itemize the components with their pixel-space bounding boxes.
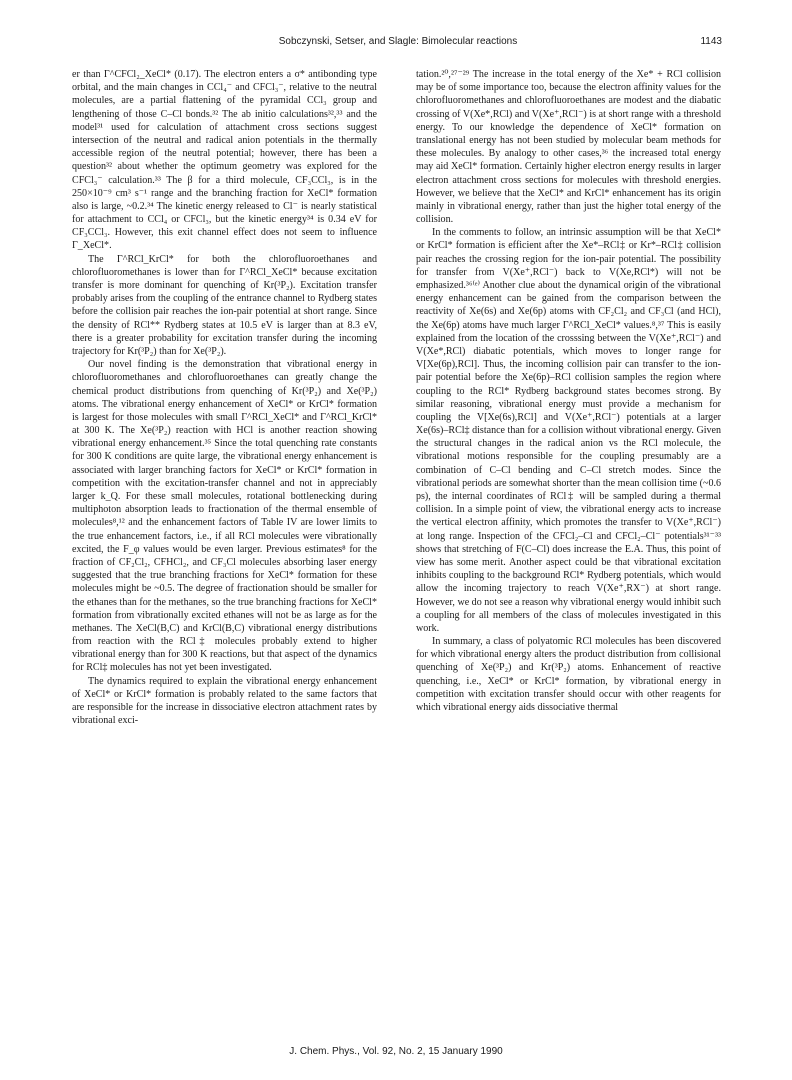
paragraph: tation.²⁰,²⁷⁻²⁹ The increase in the total energy of the Xe* + RCl collision may be of some importance too, because the electron affinity values for the chlorofluoromethanes and chlorofluoroethanes are modest and the diabatic crossing of V(Xe*,RCl) and V(Xe⁺,RCl⁻) is at short range with a threshold energy. To our knowledge the dependence of XeCl* formation on translational energy has not been studied by molecular beam methods for these molecules. By analogy to other cases,³⁶ the increased total energy may aid XeCl* formation. Certainly higher electron energy results in larger electron attachment cross sections for molecules with threshold energies. However, we believe that the XeCl* and KrCl* enhancement has its origin mainly in vibrational energy, rather than just the higher total energy of the collision.	[416, 69, 721, 226]
right-column	[416, 68, 721, 714]
paragraph: Our novel finding is the demonstration that vibrational energy in chlorofluoromethanes and chlorofluoroethanes can greatly change the chemical product distributions from quenching of Kr(³P₂) and Xe(³P₂) atoms. The vibrational energy enhancement of XeCl* or KrCl* formation is largest for those molecules with small Γ^RCl_XeCl* and Γ^RCl_KrCl* at 300 K. The Xe(³P₂) reaction with HCl is another reaction showing vibrational energy enhancement.³⁵ Since the total quenching rate constants for 300 K conditions are quite large, the vibrational energy enhancement is associated with larger branching factors for XeCl* or KrCl* formation in competition with the excitation-transfer channel and not in appreciably larger k_Q. For these small molecules, rotational bottlenecking during multiphoton absorption leads to fractionation of the thermal ensemble of molecules⁸,¹² and the enhancement factors of Table IV are lower limits to the true enhancement factors, i.e., if all RCl molecules were vibrationally excited, the F_φ values would be even larger. Previous estimates⁸ for the fraction of CF₂Cl₂, CFHCl₂, and CF₃Cl molecules absorbing laser energy suggested that the true branching fractions for XeCl* formation for these molecules might be ~0.5. The degree of fractionation should be smaller for the ethanes than for the methanes, so the true branching fractions for XeCl* formation from vibrationally excited ethanes will not be as large as for the methanes. The XeCl(B,C) and KrCl(B,C) vibrational energy distributions from reaction with the RCl‡ molecules probably extend to higher vibrational energy than for 300 K reactions, but that aspect of the dynamics for RCl‡ molecules has not yet been investigated.	[72, 359, 377, 674]
paragraph: In the comments to follow, an intrinsic assumption will be that XeCl* or KrCl* formation is efficient after the Xe*–RCl‡ or Kr*–RCl‡ collision pair reaches the crossing region for the ion-pair potential. The possibility for transfer from V(Xe⁺,RCl⁻) back to V(Xe,RCl*) will not be emphasized.³⁶⁽ᵉ⁾ Another clue about the dynamical origin of the vibrational energy enhancement can be gained from the comparison between the reactivity of Xe(6s) and Xe(6p) atoms with CF₂Cl₂ and CF₃Cl (and HCl), the Xe(6p) atoms have much larger Γ^RCl_XeCl* values.⁸,³⁷ This is easily explained from the location of the crosssing between the V(Xe⁺,RCl⁻) and V(Xe*,RCl) diabatic potentials, which moves to longer range for V[Xe(6p),RCl]. Thus, the incoming collision pair can transfer to the ion-pair potential before the Xe(6p)–RCl collision samples the region where coupling to the RCl* Rydberg background states becomes strong. By similar reasoning, vibrational energy must provide a mechanism for coupling the V[Xe(6s),RCl] and V(Xe⁺,RCl⁻) potentials at a larger Xe(6s)–RCl‡ distance than for a collision without vibrational energy. Given the structural changes in the radical anion vs the RCl molecule, the vibrational motions responsible for the coupling presumably are a combination of C–Cl bending and C–Cl stretch modes. Since the vibrational periods are somewhat shorter than the mean collision time (~0.6 ps), the internal coordinates of RCl‡ will be sampled during a thermal collision. In a simple point of view, the vibrational energy acts to increase the vertical electron affinity, which promotes the transfer to V(Xe⁺,RCl⁻) at long range. Inspection of the CFCl₂–Cl and CFCl₂–Cl⁻ potentials³¹⁻³³ shows that stretching of F(C–Cl) does increase the E.A. Thus, this point of view has some merit. Another aspect could be that vibrational excitation inhibits coupling to the background RCl* Rydberg potentials, which would allow the incoming trajectory to reach V(Xe⁺,RX⁻) at short range. However, we do not see a reason why vibrational energy would inhibit such a coupling for all members of the class of molecules investigated in this work.	[416, 227, 721, 634]
paragraph: In summary, a class of polyatomic RCl molecules has been discovered for which vibrational energy alters the product distribution from collisional quenching of Xe(³P₂) and Kr(³P₂) atoms. Enhancement of reactive quenching, i.e., XeCl* or KrCl* formation, by vibrational energy in competition with excitation transfer should occur with other reagents for which vibrational energy aids dissociative thermal	[416, 636, 721, 713]
page-number: 1143	[700, 36, 722, 47]
running-title: Sobczynski, Setser, and Slagle: Bimolecular reactions	[278, 36, 518, 47]
page-header	[74, 36, 722, 52]
paragraph: The dynamics required to explain the vibrational energy enhancement of XeCl* or KrCl* formation is probably related to the same factors that are responsible for the increase in dissociative electron attachment rates by vibrational exci-	[72, 675, 377, 727]
paragraph: er than Γ^CFCl₂_XeCl* (0.17). The electron enters a σ* antibonding type orbital, and the main changes in CCl₄⁻ and CFCl₃⁻, relative to the neutral molecules, are a partial flattening of the pyramidal CCl₃ group and lengthening of those C–Cl bonds.³² The ab initio calculations³²,³³ and the model³¹ used for calculation of attachment cross sections suggest intersection of the neutral and radical anion potentials in the thermally accessible region of the neutral potential; however, there has been a question³² about whether the optimum geometry was explored for the CFCl₃⁻ calculation.³³ The β for a third molecule, CF₃CCl₃, is in the 250×10⁻⁹ cm³ s⁻¹ range and the branching fraction for XeCl* formation also is large, ~0.2.³⁴ The kinetic energy released to Cl⁻ is nearly statistical for attachment to CCl₄ or CFCl₃, but the kinetic energy³⁴ is 0.34 eV for CF₃CCl₃. However, this exit channel effect does not seem to influence Γ_XeCl*.	[72, 69, 377, 252]
journal-citation: J. Chem. Phys., Vol. 92, No. 2, 15 January 1990	[289, 1046, 503, 1057]
paragraph: The Γ^RCl_KrCl* for both the chlorofluoroethanes and chlorofluoromethanes is lower than for Γ^RCl_XeCl* because excitation transfer is more dominant for quenching of Kr(³P₂). Excitation transfer probably arises from the coupling of the entrance channel to Rydberg states before the collision pair reaches the ion-pair potential at short range. Since the density of RCl** Rydberg states at 10.5 eV is larger than at 8.3 eV, there is a greater probability for excitation transfer during the incoming trajectory for Kr(³P₂) than for Xe(³P₂).	[72, 253, 377, 357]
left-column	[72, 68, 377, 727]
